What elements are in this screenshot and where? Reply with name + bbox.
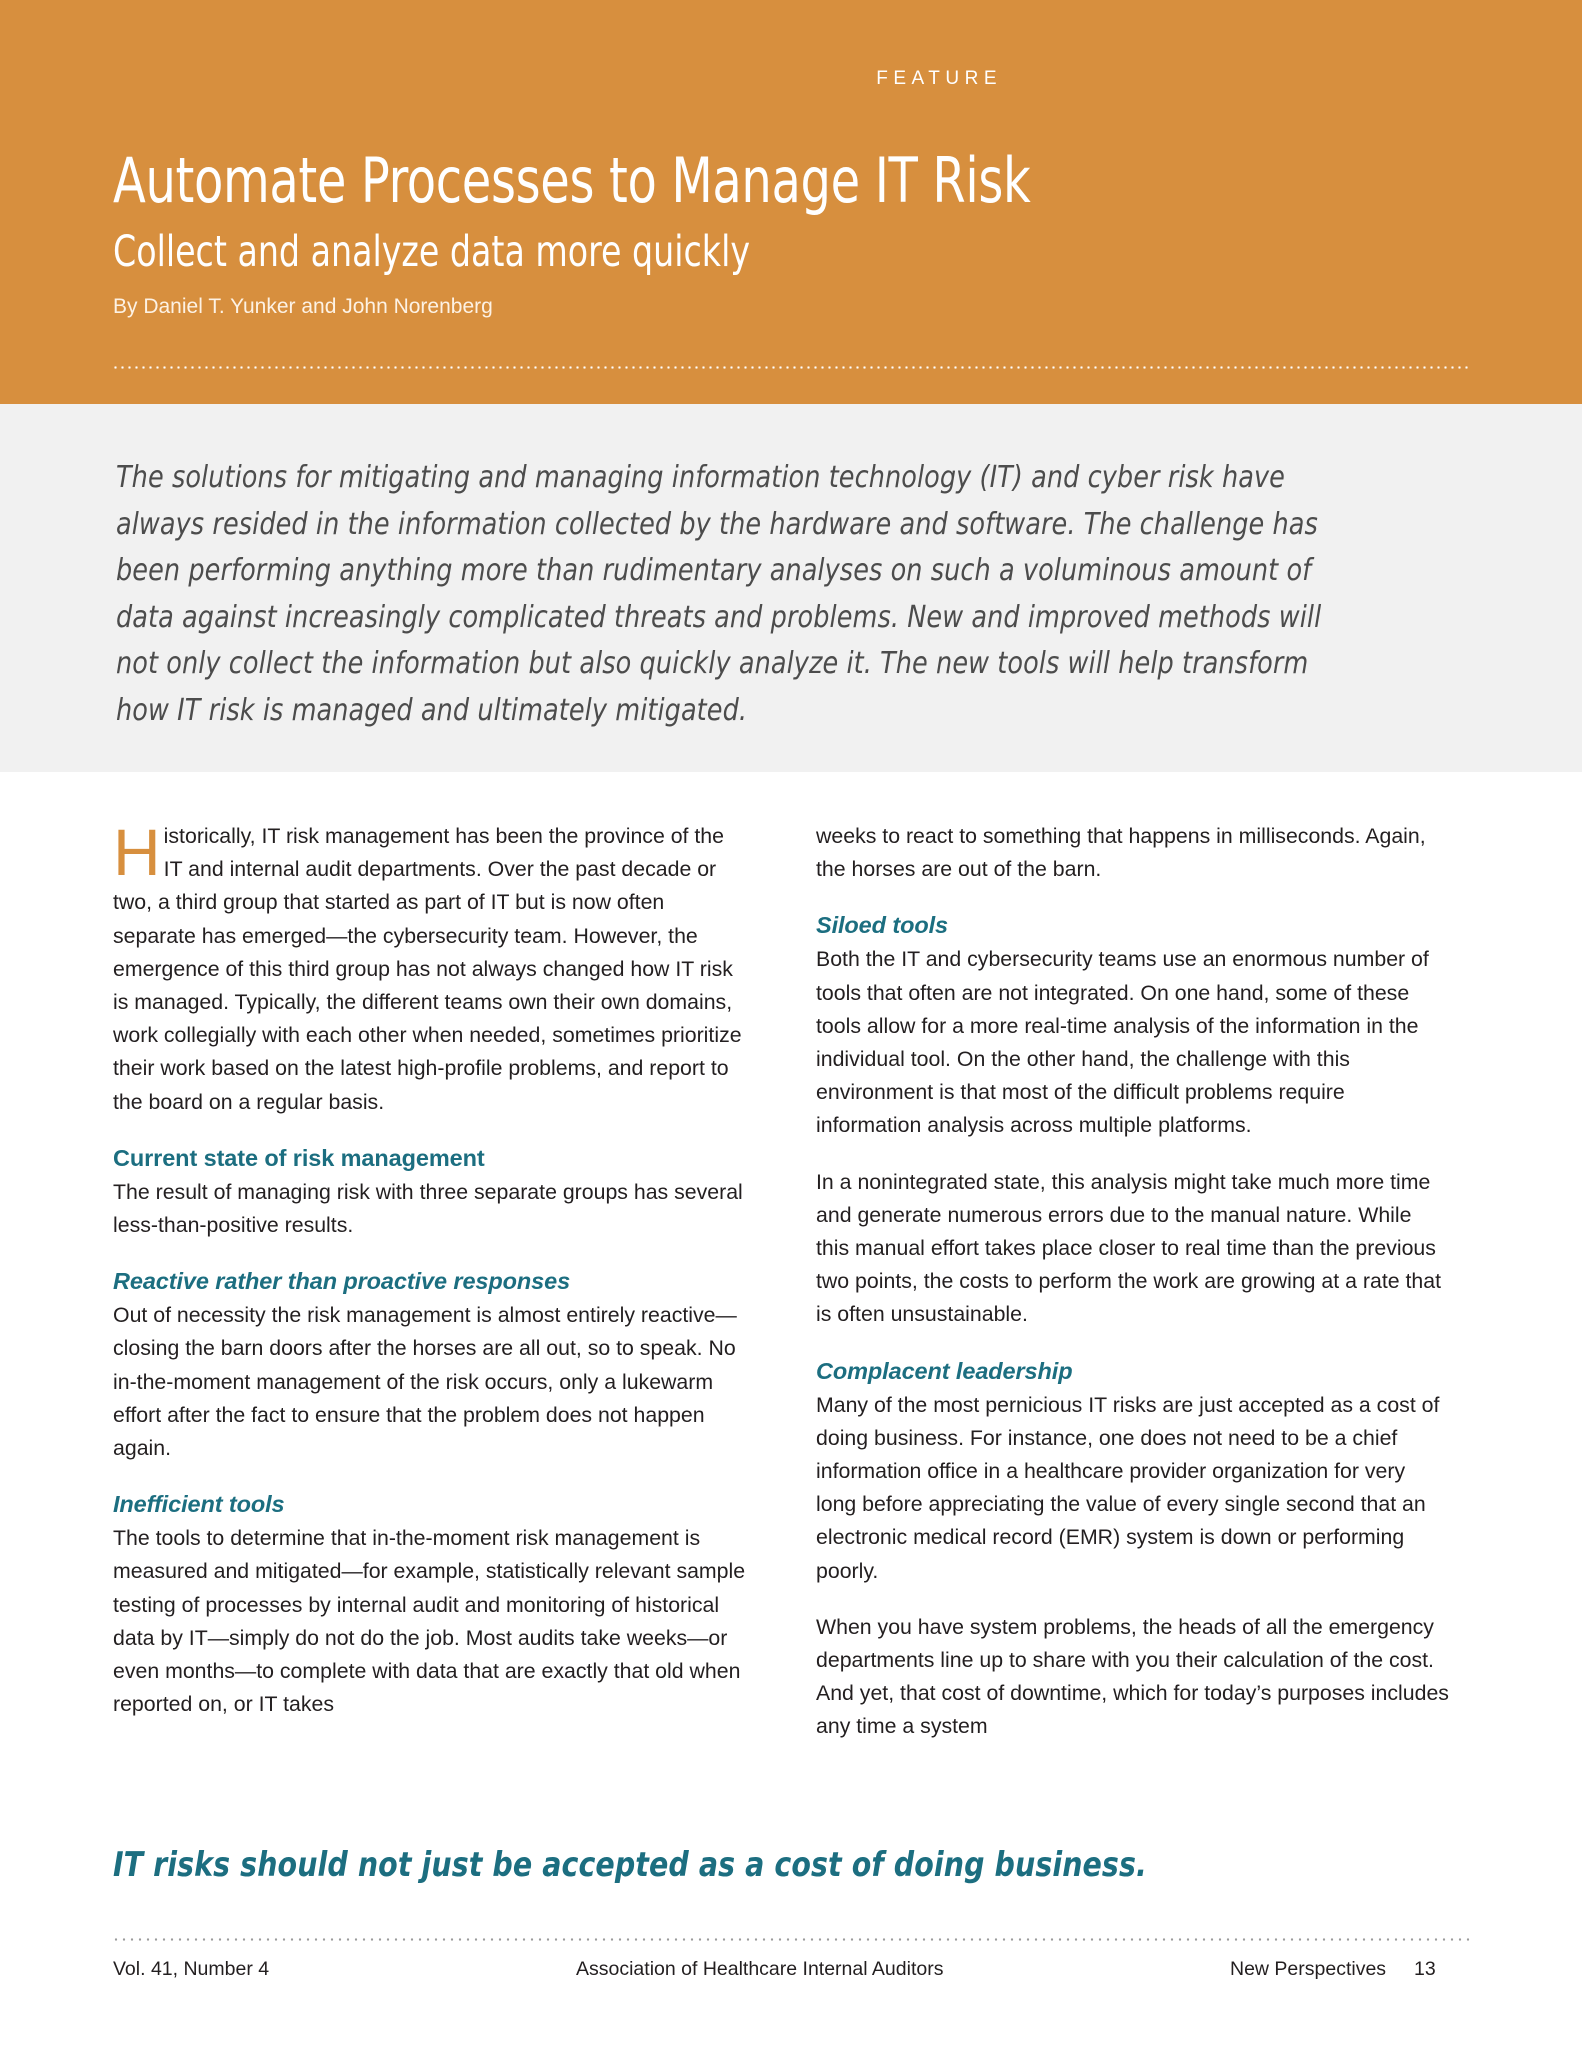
footer-publication: New Perspectives bbox=[1230, 1958, 1387, 1980]
footer-dotted-rule bbox=[112, 1938, 1470, 1941]
sub-heading-reactive-responses: Reactive rather than proactive responses bbox=[113, 1268, 571, 1295]
paragraph-text: istorically, IT risk management has been the province of the IT and internal audit departments. Over the past decade or two, a third group that started as part of IT but is now often separate has emerged—the cybersecurity team. However, the emergence of this third group has not always changed how IT risk is managed. Typically, the different teams own their own domains, work collegially with each other when needed, sometimes prioritize their work based on the latest high-profile problems, and report to the board on a regular basis. bbox=[113, 824, 742, 1114]
paragraph: Many of the most pernicious IT risks are just accepted as a cost of doing business. For instance, one does not need to be a chief information office in a healthcare provider organization for very long before appreciating the value of every single second that an electronic medical record (EMR) system is down or performing poorly. bbox=[816, 1392, 1440, 1583]
paragraph: In a nonintegrated state, this analysis might take much more time and generate numerous errors due to the manual nature. While this manual effort takes place closer to real time than the previous two points, the costs to perform the work are growing at a rate that is often unsustainable. bbox=[816, 1169, 1442, 1327]
paragraph: Out of necessity the risk management is almost entirely reactive—closing the barn doors after the horses are all out, so to speak. No in-the-moment management of the risk occurs, only a lukewarm effort after the fact to ensure that the problem does not happen again. bbox=[113, 1303, 737, 1461]
paragraph: weeks to react to something that happens in milliseconds. Again, the horses are out of the barn. bbox=[816, 824, 1426, 882]
footer-page-number: 13 bbox=[1414, 1958, 1436, 1980]
section-heading-current-state: Current state of risk management bbox=[113, 1144, 485, 1171]
sub-heading-inefficient-tools: Inefficient tools bbox=[113, 1491, 285, 1518]
pull-quote: IT risks should not just be accepted as a cost of doing business. bbox=[113, 1845, 1147, 1885]
paragraph: When you have system problems, the heads of all the emergency departments line up to share with you their calculation of the cost. And yet, that cost of downtime, which for today’s purposes includes any time a system bbox=[816, 1614, 1449, 1739]
body-column-right bbox=[816, 820, 1449, 1744]
body-column-left bbox=[113, 815, 746, 1721]
paragraph: Both the IT and cybersecurity teams use an enormous number of tools that often are not integrated. On one hand, some of these tools allow for a more real-time analysis of the information in the individual tool. On the other hand, the challenge with this environment is that most of the difficult problems require information analysis across multiple platforms. bbox=[816, 947, 1429, 1138]
page-subtitle: Collect and analyze data more quickly bbox=[113, 226, 751, 277]
deck-text: The solutions for mitigating and managing information technology (IT) and cyber risk have always resided in the information collected by the hardware and software. The challenge has been performing anything more than rudimentary analyses on such a voluminous amount of data against increasingly complicated threats and problems. New and improved methods will not only collect the information but also quickly analyze it. The new tools will help transform how IT risk is managed and ultimately mitigated. bbox=[116, 460, 1322, 728]
footer-volume: Vol. 41, Number 4 bbox=[113, 1958, 270, 1980]
paragraph: The result of managing risk with three separate groups has several less-than-positive results. bbox=[113, 1179, 743, 1238]
header-dotted-rule bbox=[112, 366, 1470, 369]
page-footer bbox=[113, 1958, 1471, 1992]
page-title: Automate Processes to Manage IT Risk bbox=[113, 143, 1031, 217]
feature-kicker: FEATURE bbox=[876, 68, 1002, 89]
byline: By Daniel T. Yunker and John Norenberg bbox=[113, 295, 493, 318]
paragraph bbox=[113, 815, 746, 1119]
sub-heading-complacent-leadership: Complacent leadership bbox=[816, 1357, 1073, 1384]
drop-cap: H bbox=[113, 815, 161, 889]
paragraph: The tools to determine that in-the-moment risk management is measured and mitigated—for example, statistically relevant sample testing of processes by internal audit and monitoring of historical data by IT—simply do not do the job. Most audits take weeks—or even months—to complete with data that are exactly that old when reported on, or IT takes bbox=[113, 1526, 746, 1717]
sub-heading-siloed-tools: Siloed tools bbox=[816, 912, 948, 939]
footer-organization: Association of Healthcare Internal Auditors bbox=[576, 1958, 944, 1980]
